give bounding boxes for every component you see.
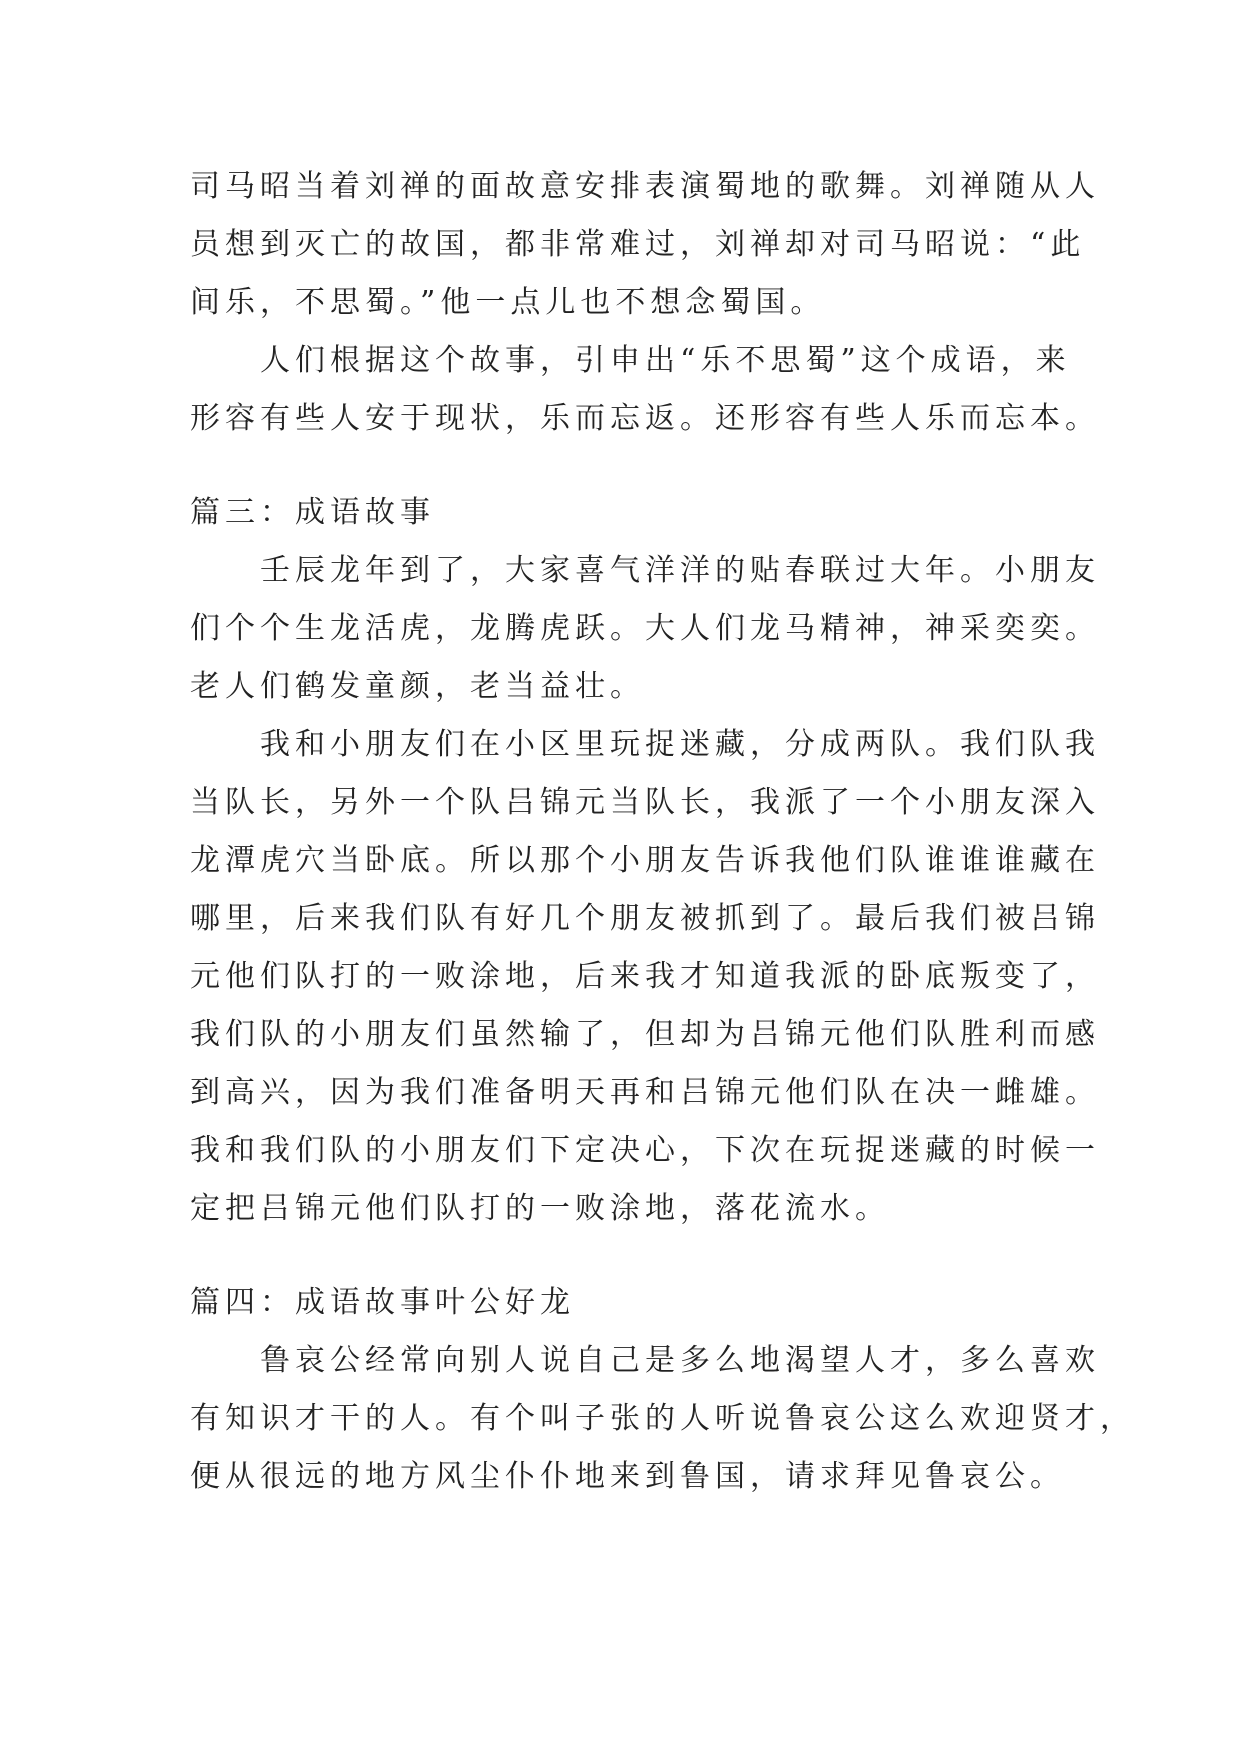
- text-line: 元他们队打的一败涂地，后来我才知道我派的卧底叛变了，: [190, 959, 1100, 994]
- paragraph-continuation: [190, 158, 1100, 332]
- text-line: 我们队的小朋友们虽然输了，但却为吕锦元他们队胜利而感: [190, 1017, 1100, 1052]
- text-line: 便从很远的地方风尘仆仆地来到鲁国，请求拜见鲁哀公。: [190, 1459, 1065, 1494]
- paragraph-moral: [190, 332, 1100, 448]
- paragraph: [190, 542, 1100, 716]
- text-line: 员想到灭亡的故国，都非常难过，刘禅却对司马昭说：“此: [190, 227, 1086, 262]
- document-body: [190, 158, 1135, 1506]
- text-line: 有知识才干的人。有个叫子张的人听说鲁哀公这么欢迎贤才，: [190, 1401, 1135, 1436]
- paragraph: [190, 716, 1100, 1238]
- text-line: 哪里，后来我们队有好几个朋友被抓到了。最后我们被吕锦: [190, 901, 1100, 936]
- text-line: 我和小朋友们在小区里玩捉迷藏，分成两队。我们队我: [260, 727, 1100, 762]
- text-line: 龙潭虎穴当卧底。所以那个小朋友告诉我他们队谁谁谁藏在: [190, 843, 1100, 878]
- section-heading: 篇四：成语故事叶公好龙: [190, 1285, 575, 1320]
- text-line: 间乐，不思蜀。”他一点儿也不想念蜀国。: [190, 285, 826, 320]
- text-line: 老人们鹤发童颜，老当益壮。: [190, 669, 645, 704]
- text-line: 定把吕锦元他们队打的一败涂地，落花流水。: [190, 1191, 890, 1226]
- text-line: 当队长，另外一个队吕锦元当队长，我派了一个小朋友深入: [190, 785, 1100, 820]
- text-line: 司马昭当着刘禅的面故意安排表演蜀地的歌舞。刘禅随从人: [190, 169, 1100, 204]
- text-line: 人们根据这个故事，引申出“乐不思蜀”这个成语，来: [260, 343, 1071, 378]
- paragraph: [190, 1332, 1135, 1506]
- text-line: 鲁哀公经常向别人说自己是多么地渴望人才，多么喜欢: [260, 1343, 1100, 1378]
- text-line: 我和我们队的小朋友们下定决心，下次在玩捉迷藏的时候一: [190, 1133, 1100, 1168]
- section-heading: 篇三：成语故事: [190, 495, 435, 530]
- text-line: 形容有些人安于现状，乐而忘返。还形容有些人乐而忘本。: [190, 401, 1100, 436]
- text-line: 壬辰龙年到了，大家喜气洋洋的贴春联过大年。小朋友: [260, 553, 1100, 588]
- text-line: 到高兴，因为我们准备明天再和吕锦元他们队在决一雌雄。: [190, 1075, 1100, 1110]
- text-line: 们个个生龙活虎，龙腾虎跃。大人们龙马精神，神采奕奕。: [190, 611, 1100, 646]
